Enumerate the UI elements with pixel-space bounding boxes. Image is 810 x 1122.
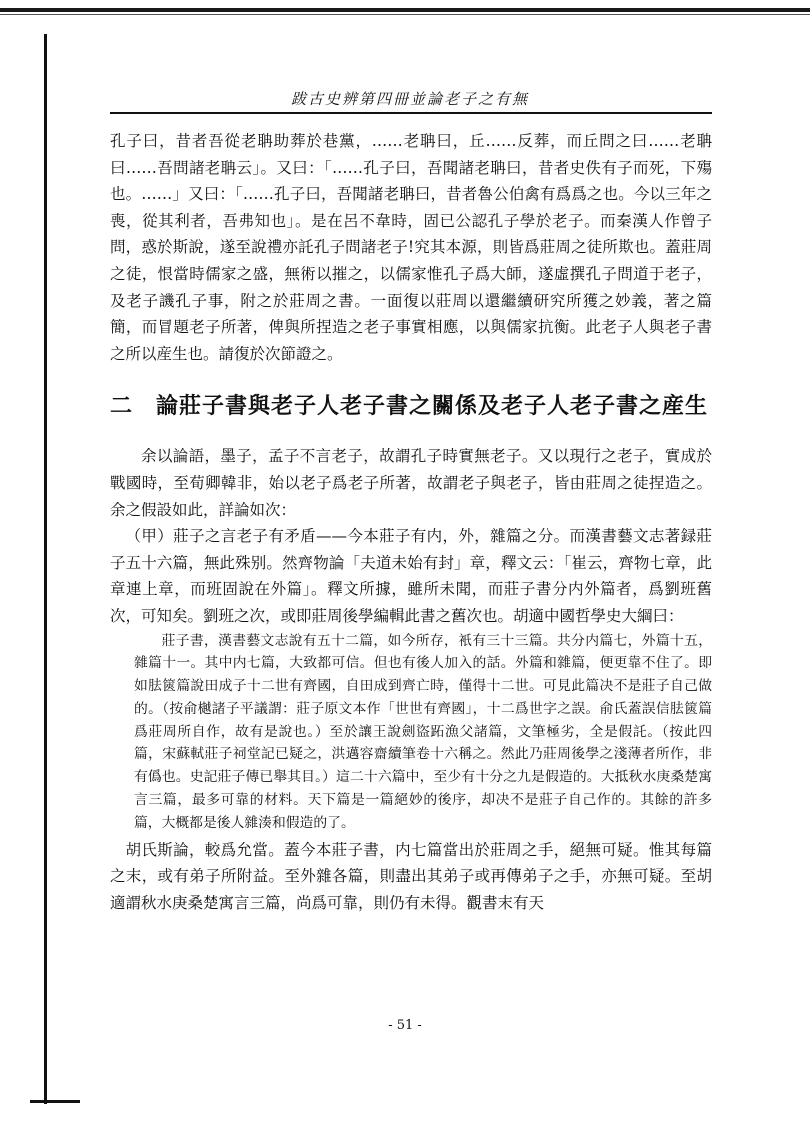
section-heading: 二 論莊子書與老子人老子書之關係及老子人老子書之産生	[110, 393, 709, 420]
header-rule	[110, 112, 712, 114]
top-border-rule	[0, 8, 810, 12]
intro-paragraph: 孔子曰，昔者吾從老聃助葬於巷黨，……老聃曰，丘……反葬，而丘問之曰……老聃曰……吾問諸老聃云」。又曰：「……孔子曰，吾聞諸老聃曰，昔者史佚有子而死，下殤也。……」又曰：「……孔子曰，吾聞諸老聃曰，昔者魯公伯禽有爲爲之也。今以三年之喪，從其利者，吾弗知也」。是在呂不韋時，固已公認孔子學於老子。而秦漢人作曾子問，惑於斯說，遂至說禮亦託孔子問諸老子!究其本源，則皆爲莊周之徒所欺也。蓋莊周之徒，恨當時儒家之盛，無術以摧之，以儒家惟孔子爲大師，遂虛撰孔子問道于老子，及老子譏孔子事，附之於莊周之書。一面復以莊周以還繼續研究所獲之妙義，著之篇簡，而冒題老子所著，俾與所捏造之老子事實相應，以與儒家抗衡。此老子人與老子書之所以産生也。請復於次節證之。	[110, 132, 712, 363]
paragraph-3: 胡氏斯論，較爲允當。蓋今本莊子書，内七篇當出於莊周之手，絕無可疑。惟其每篇之末，或有弟子所附益。至外雜各篇，則盡出其弟子或再傳弟子之手，亦無可疑。至胡適謂秋水庚桑楚寓言三篇，尚爲可靠，則仍有未得。觀書末有天	[110, 840, 712, 912]
top-border-thin-rule	[0, 14, 810, 15]
binding-margin-foot	[30, 1100, 80, 1103]
block-quote: 莊子書，漢書藝文志說有五十二篇，如今所存，衹有三十三篇。共分内篇七，外篇十五，雜篇十一。其中内七篇，大致都可信。但也有後人加入的話。外篇和雜篇，便更靠不住了。即如胠篋篇說田成子十二世有齊國，自田成到齊亡時，僅得十二世。可見此篇决不是莊子自己做的。（按俞樾諸子平議謂：莊子原文本作「世世有齊國」，十二爲世字之誤。俞氏蓋誤信胠篋篇爲莊周所自作，故有是說也。）至於讓王說劍盜跖漁父諸篇，文筆極劣，全是假託。（按此四篇，宋蘇軾莊子祠堂記已疑之，洪邁容齋續筆卷十六稱之。然此乃莊周後學之淺薄者所作，非有僞也。史記莊子傳已舉其目。）這二十六篇中，至少有十分之九是假造的。大抵秋水庚桑楚寓言三篇，最多可靠的材料。天下篇是一篇絕妙的後序，却决不是莊子自己作的。其餘的許多篇，大概都是後人雜湊和假造的了。	[134, 632, 712, 831]
page-body	[110, 128, 712, 916]
paragraph-2: （甲）莊子之言老子有矛盾——今本莊子有内，外，雜篇之分。而漢書藝文志著録莊子五十六篇，無此殊别。然齊物論「夫道未始有封」章，釋文云：「崔云，齊物七章，此章連上章，而班固說在外篇」。釋文所據，雖所未聞，而莊子書分内外篇者，爲劉班舊次，可知矣。劉班之次，或即莊周後學編輯此書之舊次也。胡適中國哲學史大綱曰：	[110, 527, 712, 625]
binding-margin-line	[44, 34, 47, 1104]
page-number: - 51 -	[388, 1018, 422, 1033]
running-title: 跋古史辨第四冊並論老子之有無	[290, 90, 529, 108]
paragraph-1: 余以論語，墨子，孟子不言老子，故謂孔子時實無老子。又以現行之老子，實成於戰國時，至荀卿韓非，始以老子爲老子所著，故謂老子與老子，皆由莊周之徒捏造之。余之假設如此，詳論如次：	[110, 447, 712, 519]
